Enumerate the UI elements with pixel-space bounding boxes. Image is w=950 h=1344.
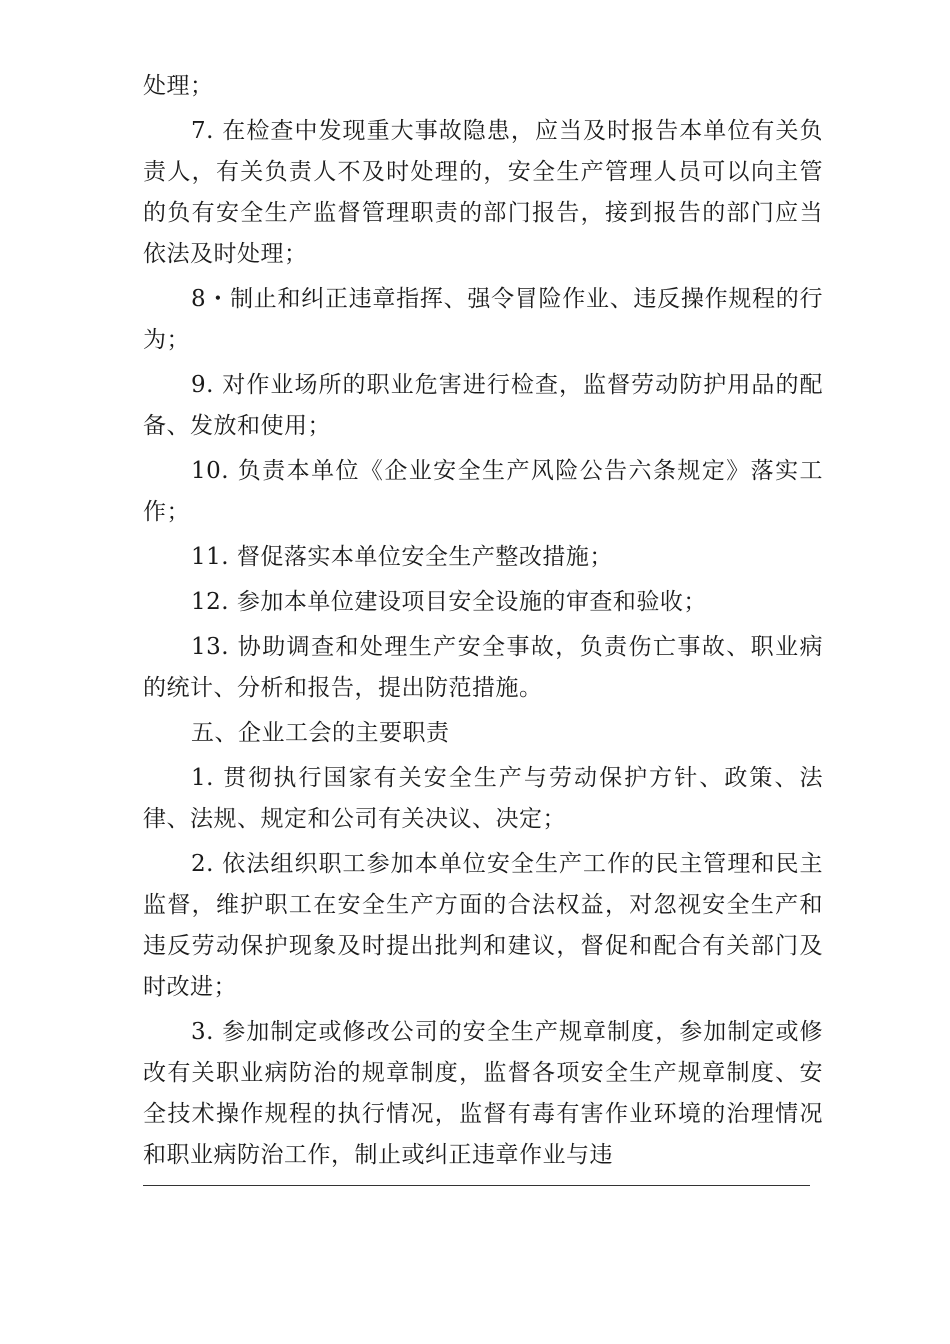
footer-divider: [143, 1185, 810, 1186]
paragraph-item-10: 10. 负责本单位《企业安全生产风险公告六条规定》落实工作；: [143, 458, 823, 525]
section-heading: 五、企业工会的主要职责: [191, 720, 450, 746]
paragraph-item-8: 8・制止和纠正违章指挥、强令冒险作业、违反操作规程的行为；: [143, 286, 823, 353]
paragraph-union-item-1: 1. 贯彻执行国家有关安全生产与劳动保护方针、政策、法律、法规、规定和公司有关决议、决定；: [143, 765, 823, 832]
document-body: [143, 66, 823, 1180]
paragraph-item-7: 7. 在检查中发现重大事故隐患，应当及时报告本单位有关负责人，有关负责人不及时处理的，安全生产管理人员可以向主管的负有安全生产监督管理职责的部门报告，接到报告的部门应当依法及时处理；: [143, 118, 823, 267]
paragraph-item-11: 11. 督促落实本单位安全生产整改措施；: [191, 544, 613, 570]
paragraph-continuation: 处理；: [143, 73, 214, 99]
paragraph-union-item-3: 3. 参加制定或修改公司的安全生产规章制度，参加制定或修改有关职业病防治的规章制度，监督各项安全生产规章制度、安全技术操作规程的执行情况，监督有毒有害作业环境的治理情况和职业病防治工作，制止或纠正违章作业与违: [143, 1019, 823, 1168]
paragraph-item-13: 13. 协助调查和处理生产安全事故，负责伤亡事故、职业病的统计、分析和报告，提出防范措施。: [143, 634, 823, 701]
paragraph-item-9: 9. 对作业场所的职业危害进行检查，监督劳动防护用品的配备、发放和使用；: [143, 372, 823, 439]
paragraph-item-12: 12. 参加本单位建设项目安全设施的审查和验收；: [191, 589, 707, 615]
paragraph-union-item-2: 2. 依法组织职工参加本单位安全生产工作的民主管理和民主监督，维护职工在安全生产方面的合法权益，对忽视安全生产和违反劳动保护现象及时提出批判和建议，督促和配合有关部门及时改进；: [143, 851, 823, 1000]
